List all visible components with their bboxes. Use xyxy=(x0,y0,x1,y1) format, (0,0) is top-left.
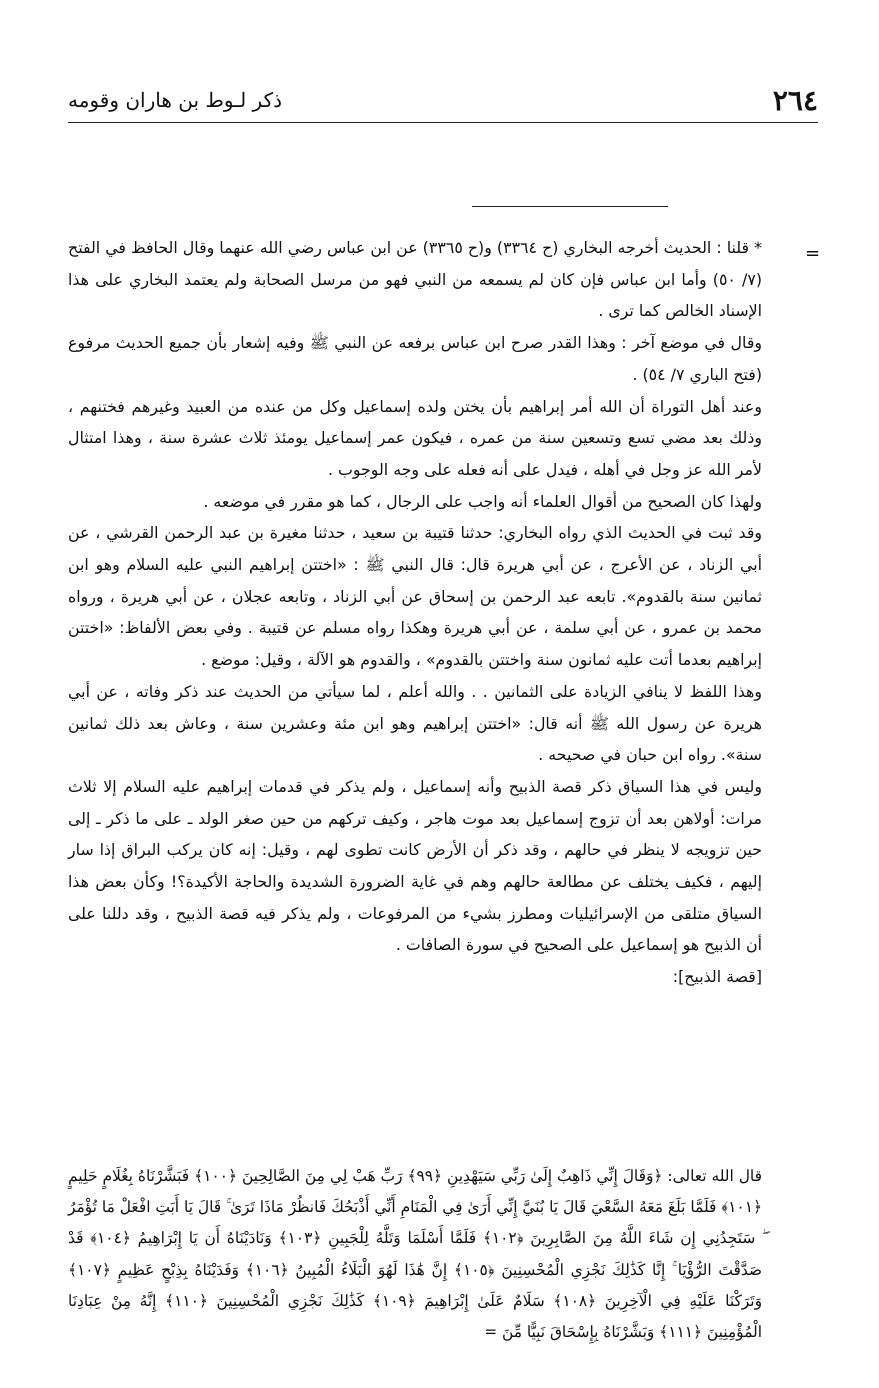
paragraph: وهذا اللفظ لا ينافي الزيادة على الثمانين . . والله أعلم ، لما سيأتي من الحديث عند ذكر وفاته ، عن أبي هريرة عن رسول الله ﷺ أنه قال: «اختتن إبراهيم وهو ابن مئة وعشرين سنة ، وعاش بعد ذلك ثمانين سنة». رواه ابن حبان في صحيحه . xyxy=(68,681,762,765)
page-number: ٢٦٤ xyxy=(772,84,818,117)
paragraph: وقال في موضع آخر : وهذا القدر صرح ابن عباس برفعه عن النبي ﷺ وفيه إشعار بأن جميع الحديث مرفوع (فتح الباري ٧/ ٥٤) . xyxy=(68,333,762,384)
footnote-paragraph: * قلنا : الحديث أخرجه البخاري (ح ٣٣٦٤) و(ح ٣٣٦٥) عن ابن عباس رضي الله عنهما وقال الحافظ في الفتح (٧/ ٥٠) وأما ابن عباس فإن كان لم يسمعه من النبي فهو من مرسل الصحابة ولم يعتمد البخاري على هذا الإسناد الخالص كما ترى . xyxy=(68,238,762,321)
paragraph: ولهذا كان الصحيح من أقوال العلماء أنه واجب على الرجال ، كما هو مقرر في موضعه . xyxy=(203,491,762,511)
quran-verses: قال الله تعالى: ﴿وَقَالَ إِنِّي ذَاهِبٌ إِلَىٰ رَبِّي سَيَهْدِينِ ﴿٩٩﴾ رَبِّ هَبْ لِي مِنَ الصَّالِحِينَ ﴿١٠٠﴾ فَبَشَّرْنَاهُ بِغُلَامٍ حَلِيمٍ ﴿١٠١﴾ فَلَمَّا بَلَغَ مَعَهُ السَّعْيَ قَالَ يَا بُنَيَّ إِنِّي أَرَىٰ فِي الْمَنَامِ أَنِّي أَذْبَحُكَ فَانظُرْ مَاذَا تَرَىٰ ۚ قَالَ يَا أَبَتِ افْعَلْ مَا تُؤْمَرُ ۖ سَتَجِدُنِي إِن شَاءَ اللَّهُ مِنَ الصَّابِرِينَ ﴿١٠٢﴾ فَلَمَّا أَسْلَمَا وَتَلَّهُ لِلْجَبِينِ ﴿١٠٣﴾ وَنَادَيْنَاهُ أَن يَا إِبْرَاهِيمُ ﴿١٠٤﴾ قَدْ صَدَّقْتَ الرُّؤْيَا ۚ إِنَّا كَذَٰلِكَ نَجْزِي الْمُحْسِنِينَ ﴿١٠٥﴾ إِنَّ هَٰذَا لَهُوَ الْبَلَاءُ الْمُبِينُ ﴿١٠٦﴾ وَفَدَيْنَاهُ بِذِبْحٍ عَظِيمٍ ﴿١٠٧﴾ وَتَرَكْنَا عَلَيْهِ فِي الْآخِرِينَ ﴿١٠٨﴾ سَلَامٌ عَلَىٰ إِبْرَاهِيمَ ﴿١٠٩﴾ كَذَٰلِكَ نَجْزِي الْمُحْسِنِينَ ﴿١١٠﴾ إِنَّهُ مِنْ عِبَادِنَا الْمُؤْمِنِينَ ﴿١١١﴾ وَبَشَّرْنَاهُ بِإِسْحَاقَ نَبِيًّا مِّنَ = xyxy=(68,1167,762,1342)
running-title: ذكر لـوط بن هاران وقومه xyxy=(68,88,282,112)
footnote-separator xyxy=(472,206,668,207)
paragraph: وليس في هذا السياق ذكر قصة الذبيح وأنه إسماعيل ، ولم يذكر في قدمات إبراهيم عليه السلام إلا ثلاث مرات: أولاهن بعد أن تزوج إسماعيل بعد موت هاجر ، وكيف تركهم من حين صغر الولد ـ على ما ذكر ـ إلى حين تزويجه لا ينظر في حالهم ، وقد ذكر أن الأرض كانت تطوى لهم ، وقيل: إنه كان يركب البراق إذا سار إليهم ، فكيف يختلف عن مطالعة حالهم وهم في غاية الضرورة الشديدة والحاجة الأكيدة؟! وكأن بعض هذا السياق متلقى من الإسرائيليات ومطرز بشيء من المرفوعات ، ولم يذكر فيه قصة الذبيح ، وقد دللنا على أن الذبيح هو إسماعيل على الصحيح في سورة الصافات . xyxy=(68,776,762,955)
section-heading: [قصة الذبيح]: xyxy=(672,967,762,987)
paragraph: وقد ثبت في الحديث الذي رواه البخاري: حدثنا قتيبة بن سعيد ، حدثنا مغيرة بن عبد الرحمن القرشي ، عن أبي الزناد ، عن الأعرج ، عن أبي هريرة قال: قال النبي ﷺ : «اختتن إبراهيم النبي عليه السلام وهو ابن ثمانين سنة بالقدوم». تابعه عبد الرحمن بن إسحاق عن أبي الزناد ، وتابعه عجلان ، عن أبي هريرة ، ورواه محمد بن عمرو ، عن أبي سلمة ، عن أبي هريرة وهكذا رواه مسلم عن قتيبة . وفي بعض الألفاظ: «اختتن إبراهيم بعدما أتت عليه ثمانون سنة واختتن بالقدوم» ، والقدوم هو الآلة ، وقيل: موضع . xyxy=(68,523,762,670)
page-header xyxy=(68,82,818,123)
continuation-mark: = xyxy=(805,243,821,264)
main-text xyxy=(68,232,762,993)
quran-passage xyxy=(68,1161,762,1348)
paragraph: وعند أهل التوراة أن الله أمر إبراهيم بأن يختن ولده إسماعيل وكل من عنده من العبيد وغيرهم فختنهم ، وذلك بعد مضي تسع وتسعين سنة من عمره ، فيكون عمر إسماعيل يومئذ ثلاث عشرة سنة ، وهذا امتثال لأمر الله عز وجل في أهله ، فيدل على أنه فعله على وجه الوجوب . xyxy=(68,396,762,479)
